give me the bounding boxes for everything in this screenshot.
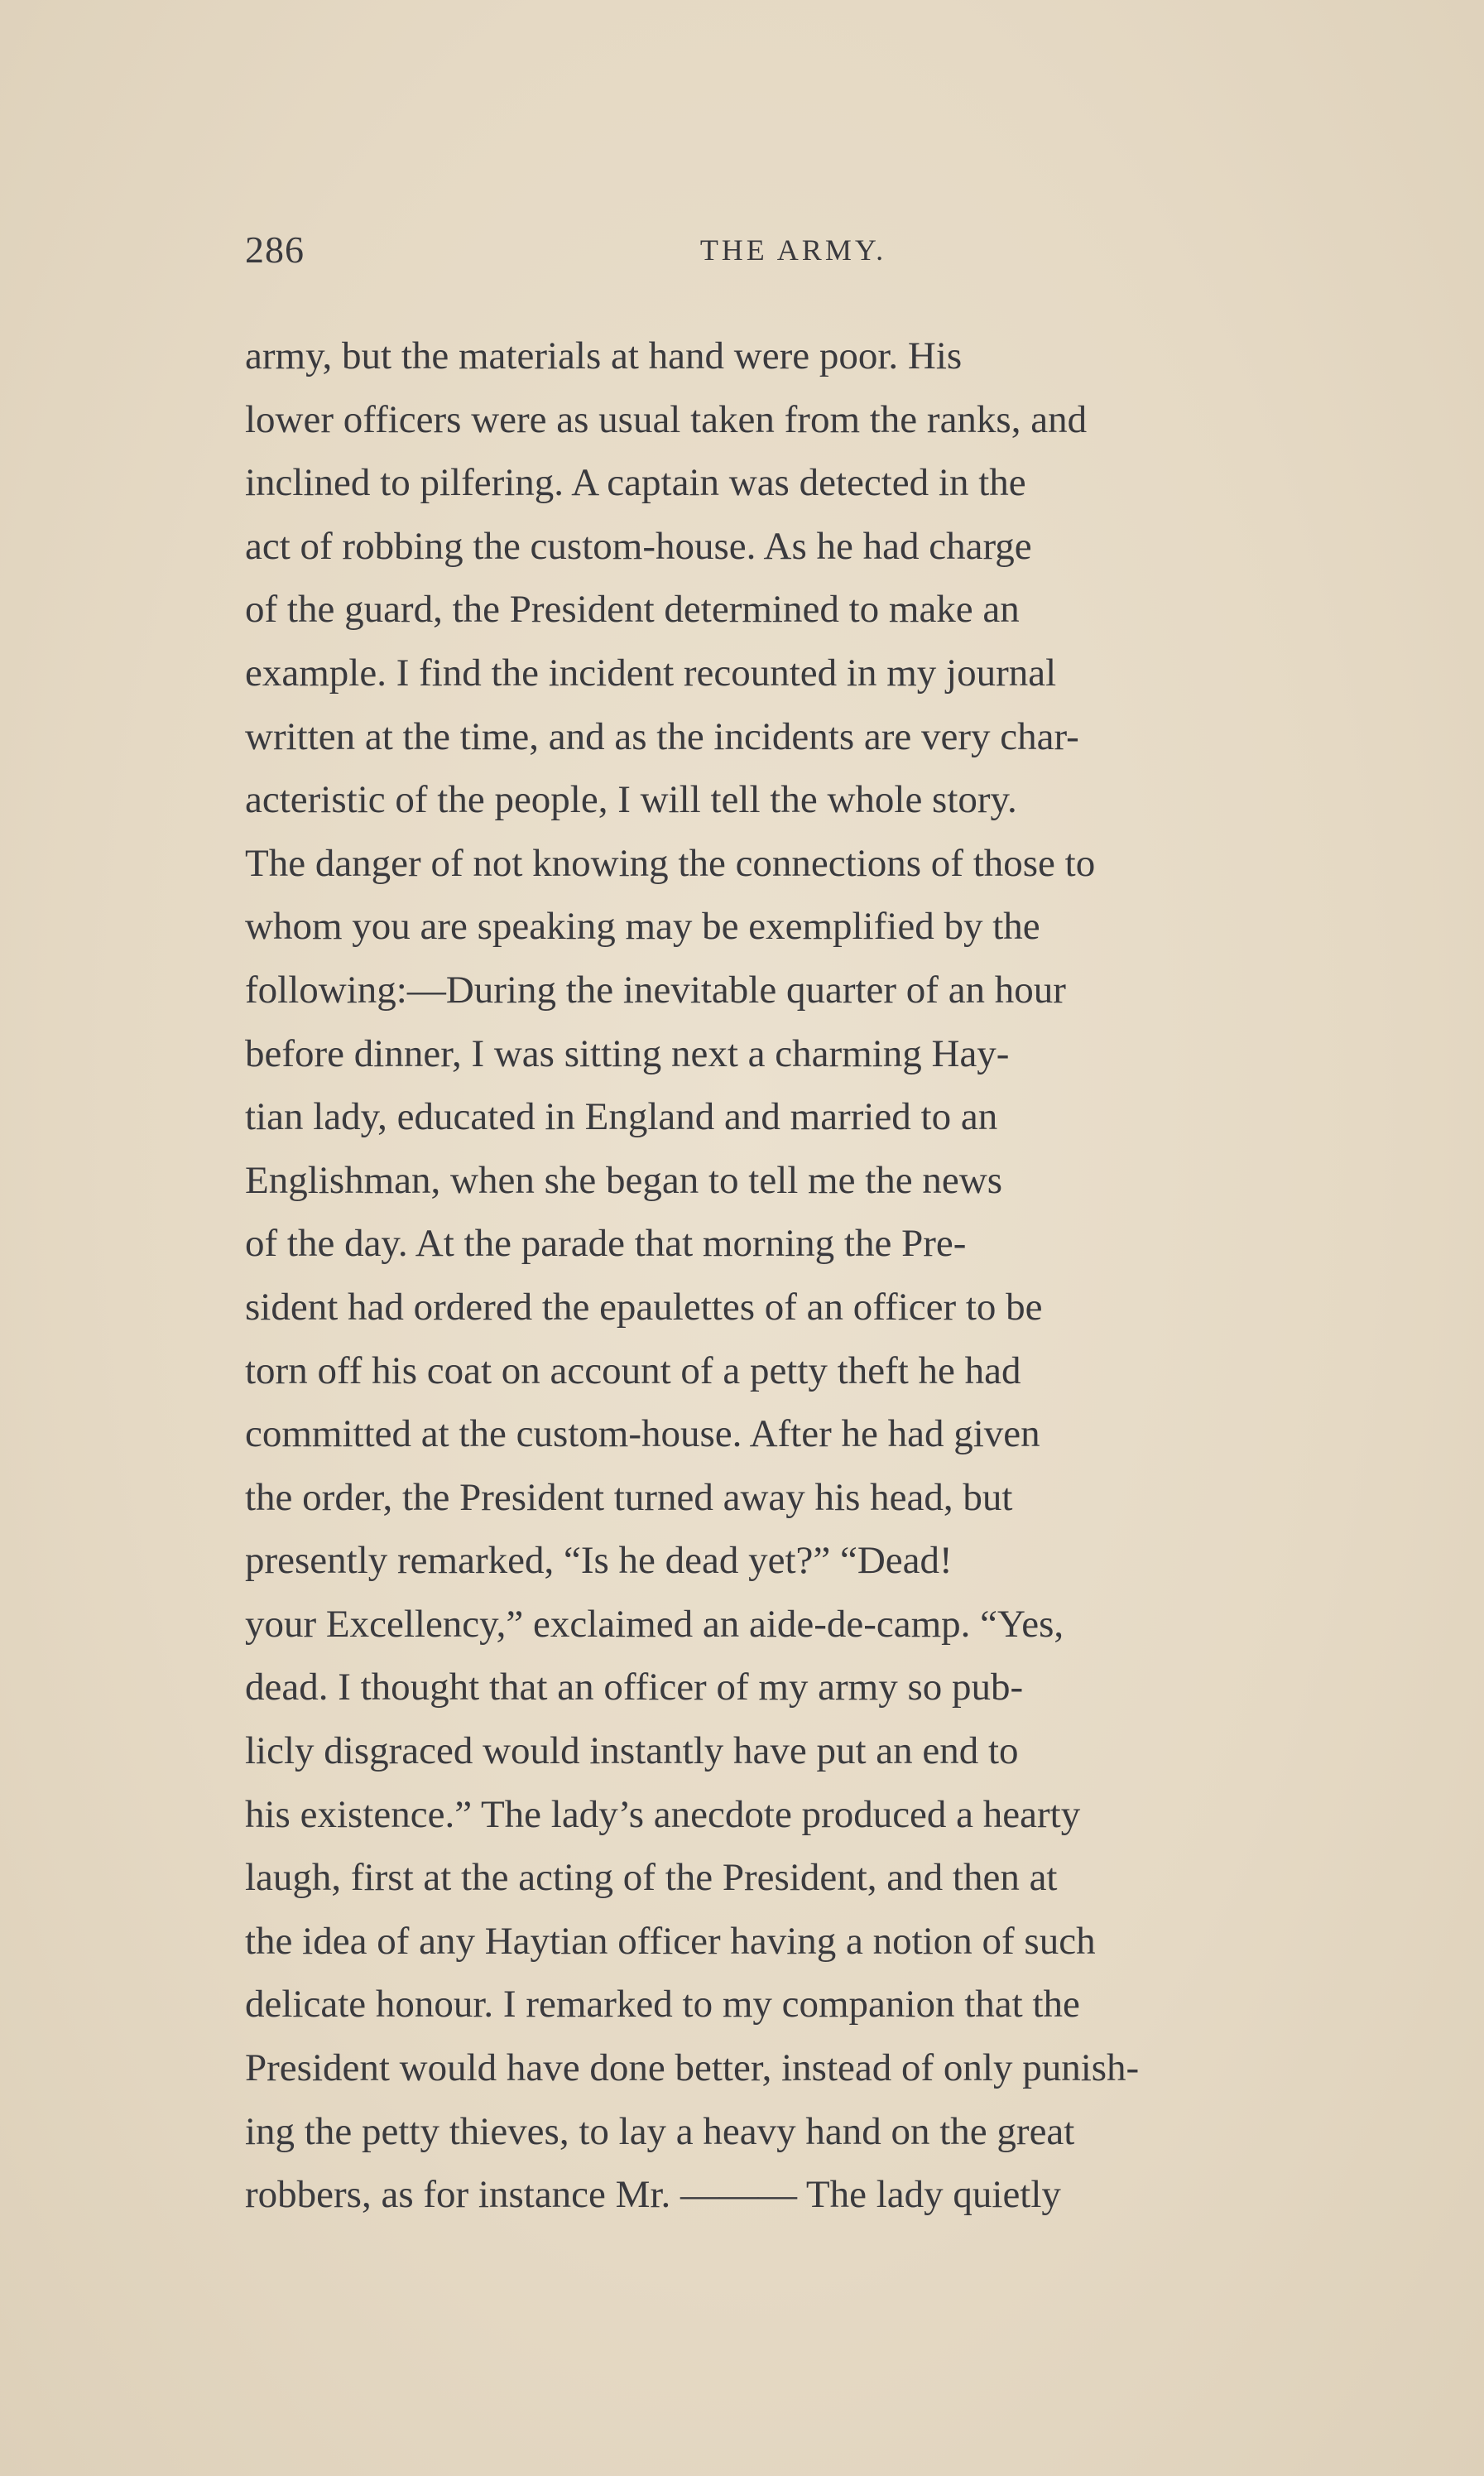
text-line: sident had ordered the epaulettes of an officer to be	[245, 1285, 1043, 1329]
text-line: written at the time, and as the incidents are very char-	[245, 714, 1079, 758]
text-line: President would have done better, instead of only punish-	[245, 2046, 1140, 2090]
text-line: torn off his coat on account of a petty theft he had	[245, 1349, 1021, 1392]
text-line: following:—During the inevitable quarter of an hour	[245, 968, 1066, 1012]
text-line: act of robbing the custom-house. As he had charge	[245, 524, 1032, 568]
text-line: his existence.” The lady’s anecdote produced a hearty	[245, 1792, 1081, 1836]
running-title: THE ARMY.	[699, 233, 887, 267]
body-text	[245, 325, 1342, 2227]
text-line: the order, the President turned away his head, but	[245, 1475, 1013, 1519]
text-line: lower officers were as usual taken from the ranks, and	[245, 397, 1088, 441]
text-line: presently remarked, “Is he dead yet?” “Dead!	[245, 1539, 953, 1583]
text-line: delicate honour. I remarked to my companion that the	[245, 1983, 1080, 2026]
page-header	[245, 228, 1342, 277]
page-number: 286	[245, 228, 305, 271]
text-line: tian lady, educated in England and married to an	[245, 1095, 998, 1139]
text-line: acteristic of the people, I will tell the whole story.	[245, 778, 1017, 822]
text-line: ing the petty thieves, to lay a heavy hand on the great	[245, 2109, 1075, 2153]
text-line: dead. I thought that an officer of my army so pub-	[245, 1666, 1024, 1709]
text-line: laugh, first at the acting of the President, and then at	[245, 1856, 1058, 1900]
text-line: example. I find the incident recounted in my journal	[245, 651, 1057, 695]
text-line: army, but the materials at hand were poor. His	[245, 334, 963, 377]
text-line: whom you are speaking may be exemplified by the	[245, 905, 1040, 949]
text-line: robbers, as for instance Mr. ——— The lady quietly	[245, 2173, 1061, 2217]
text-line: committed at the custom-house. After he had given	[245, 1412, 1040, 1456]
text-line: the idea of any Haytian officer having a notion of such	[245, 1919, 1096, 1963]
text-line: of the day. At the parade that morning the Pre-	[245, 1222, 967, 1266]
text-line: licly disgraced would instantly have put an end to	[245, 1729, 1019, 1773]
text-line: Englishman, when she began to tell me the news	[245, 1158, 1002, 1202]
text-line: before dinner, I was sitting next a charming Hay-	[245, 1031, 1010, 1075]
text-line: your Excellency,” exclaimed an aide-de-camp. “Yes,	[245, 1602, 1064, 1646]
text-line: inclined to pilfering. A captain was detected in the	[245, 461, 1026, 505]
text-line: The danger of not knowing the connections of those to	[245, 841, 1096, 885]
text-line: of the guard, the President determined to make an	[245, 588, 1020, 632]
